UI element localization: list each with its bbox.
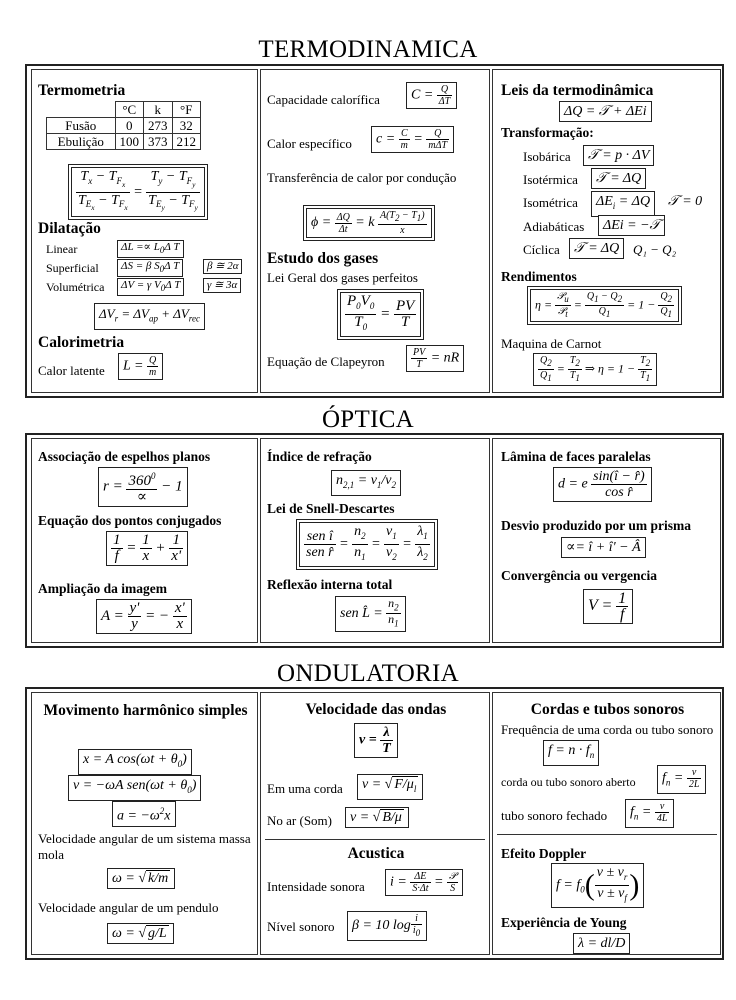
formula-linear: $\Delta L =\propto L_0\Delta$ T — [117, 240, 184, 258]
tubo-aberto-label: corda ou tubo sonoro aberto — [501, 775, 636, 789]
ciclica-label: Cíclica — [523, 242, 560, 257]
acustica-title: Acustica — [347, 845, 405, 862]
table-cell: 273 — [144, 118, 173, 134]
isobarica-label: Isobárica — [523, 149, 571, 164]
formula-primeira-lei: ΔQ = 𝒯 + ΔEi — [559, 101, 652, 122]
isometrica-label: Isométrica — [523, 195, 578, 210]
section-title-termodinamica: TERMODINAMICA — [258, 36, 478, 63]
formula-capacidade: C = $\frac{Q}{\Delta T}$ — [406, 82, 457, 109]
table-header: °F — [172, 102, 201, 118]
formula-refracao: $n_{2,1} = v_1/v_2$ — [331, 470, 401, 496]
isotermica-label: Isotérmica — [523, 172, 578, 187]
section-title-ondulatoria: ONDULATORIA — [277, 660, 459, 687]
formula-isobarica: 𝒯 = p · ΔV — [583, 145, 654, 166]
adiabaticas-label: Adiabáticas — [523, 219, 585, 234]
rendimentos-label: Rendimentos — [501, 269, 577, 284]
formula-vergencia: V = $\frac{1}{f}$ — [583, 589, 633, 624]
table-cell: 373 — [144, 134, 173, 150]
formula-especifico: c = $\frac{C}{m}$ = $\frac{Q}{\text{mΔT}}$ — [371, 126, 454, 153]
table-cell: 212 — [172, 134, 201, 150]
gases-title: Estudo dos gases — [267, 250, 379, 267]
dilatacao-linear-label: Linear — [46, 242, 78, 256]
ampliacao-label: Ampliação da imagem — [38, 581, 167, 596]
calorimetria-title: Calorimetria — [38, 334, 125, 351]
espelhos-label: Associação de espelhos planos — [38, 449, 211, 464]
termo-col3 — [492, 69, 721, 393]
dilatacao-superficial-label: Superficial — [46, 261, 99, 275]
refracao-label: Índice de refração — [267, 449, 372, 464]
formula-volumetrica: ΔV = γ $V_0\Delta$ T — [117, 278, 184, 296]
formula-lei-geral: $\frac{P_0V_0}{T_0}$ = $\frac{PV}{T}$ — [337, 289, 424, 340]
termometria-title: Termometria — [38, 82, 126, 99]
acustica-divider — [265, 839, 485, 840]
formula-espelhos: r = $\frac{360^0}{\propto}$ − 1 — [98, 467, 188, 507]
formula-ar: v = √ B/μ — [345, 807, 409, 828]
formula-mola: ω = √ k/m — [107, 868, 175, 889]
isometrica-extra: 𝒯 = 0 — [668, 194, 703, 209]
ondulatoria-col3 — [492, 692, 721, 955]
especifico-label: Calor específico — [267, 136, 352, 151]
formula-doppler: $f = f_0$( $\frac{v \pm v_r}{v \pm v_f}$ ) — [551, 863, 644, 908]
ondulatoria-col1 — [31, 692, 258, 955]
section-title-optica: ÓPTICA — [321, 406, 415, 433]
optica-col3 — [492, 438, 721, 643]
table-cell: Fusão — [47, 118, 116, 134]
formula-freq-corda: $f = n \cdot f_n$ — [543, 740, 599, 766]
ondulatoria-frame — [25, 687, 724, 960]
table-header-empty — [47, 102, 116, 118]
formula-intensidade: i = $\frac{\Delta E}{S\cdot\Delta t}$ = $\frac{\text{𝒫}}{S}$ — [385, 869, 463, 896]
table-cell: 32 — [172, 118, 201, 134]
capacidade-label: Capacidade calorífica — [267, 92, 380, 107]
optica-col2 — [260, 438, 490, 643]
formula-conjugados: $\frac{1}{f}$ = $\frac{1}{x}$ + $\frac{1}{x'}$ — [106, 531, 188, 566]
doppler-label: Efeito Doppler — [501, 846, 587, 861]
formula-young: λ = dl/D — [573, 933, 630, 954]
clapeyron-label: Equação de Clapeyron — [267, 354, 385, 369]
ondulatoria-col2 — [260, 692, 490, 955]
calor-latente-label: Calor latente — [38, 363, 105, 378]
leis-title: Leis da termodinâmica — [501, 82, 654, 99]
vel-angular-mola-label: Velocidade angular de um sistema massa mola — [38, 831, 251, 862]
convergencia-label: Convergência ou vergencia — [501, 568, 657, 583]
formula-adiabatica: ΔEi = −𝒯 — [598, 215, 665, 236]
termo-col1 — [31, 69, 258, 393]
conjugados-label: Equação dos pontos conjugados — [38, 513, 222, 528]
formula-reflexao: sen L̂ = $\frac{n_2}{n_1}$ — [335, 596, 406, 632]
vel-ondas-title: Velocidade das ondas — [305, 701, 447, 718]
vel-angular-pendulo-label: Velocidade angular de um pendulo — [38, 900, 219, 915]
nivel-label: Nível sonoro — [267, 919, 335, 934]
termo-frame — [25, 64, 724, 398]
optica-frame — [25, 433, 724, 648]
table-cell: 0 — [115, 118, 144, 134]
mhs-title: Movimento harmônico simples — [43, 702, 248, 719]
table-cell: 100 — [115, 134, 144, 150]
formula-desvio: ∝= î + î' − Â — [561, 537, 646, 558]
conversion-formula: $\frac{T_x - T_{F_x}}{T_{E_x} - T_{F_x}}$ = $\frac{T_y - T_{F_y}}{T_{E_y} - T_{F_y}}$ — [68, 164, 208, 220]
lamina-label: Lâmina de faces paralelas — [501, 449, 651, 464]
gamma-relation: γ ≅ 3α — [203, 278, 241, 293]
table-header: °C — [115, 102, 144, 118]
formula-dilatacao-real: $\Delta V_r = \Delta V_{ap} + \Delta V_{rec}$ — [94, 303, 205, 330]
formula-clapeyron: $\frac{PV}{T}$ = nR — [406, 345, 464, 372]
cordas-title: Cordas e tubos sonoros — [530, 701, 685, 718]
formula-tubo-aberto: $f_n$ = $\frac{v}{2L}$ — [657, 765, 706, 794]
formula-isometrica: $\Delta E_i = \Delta Q$ — [591, 191, 655, 217]
formula-mhs-x: x = A $\cos(\omega t + \theta_0)$ — [78, 749, 192, 775]
table-cell: Ebulição — [47, 134, 116, 150]
formula-rendimento: η = $\frac{\text{𝒫u}}{\text{𝒫t}}$ = $\frac{Q1 - Q2}{Q1}$ = 1 − $\frac{Q2}{Q1}$ — [527, 286, 682, 325]
formula-nivel: β = 10 log $\frac{i}{i0}$ — [347, 911, 427, 941]
formula-conducao: ϕ = $\frac{\Delta Q}{\Delta t}$ = k $\frac{A(T2 - T1)}{x}$ — [303, 205, 435, 241]
formula-ampliacao: A = $\frac{y'}{y}$ = − $\frac{x'}{x}$ — [96, 599, 192, 634]
transferencia-label: Transferência de calor por condução — [267, 170, 457, 185]
formula-carnot: $\frac{Q2}{Q1}$ = $\frac{T2}{T1}$ ⇒ η = 1 − $\frac{T2}{T1}$ — [533, 353, 657, 386]
termo-col2 — [260, 69, 490, 393]
reflexao-label: Reflexão interna total — [267, 577, 393, 592]
tubo-fechado-label: tubo sonoro fechado — [501, 808, 608, 823]
formula-tubo-fechado: $f_n$ = $\frac{v}{4L}$ — [625, 799, 674, 828]
snell-label: Lei de Snell-Descartes — [267, 501, 395, 516]
formula-ciclica: 𝒯 = ΔQ — [569, 238, 624, 259]
formula-lamina: d = e $\frac{\sin(î - r̂)}{\text{cos r̂}}$ — [553, 467, 652, 502]
beta-relation: β ≅ 2α — [203, 259, 242, 274]
table-header: k — [144, 102, 173, 118]
corda-label: Em uma corda — [267, 781, 343, 796]
formula-latente: L = $\frac{Q}{m}$ — [118, 353, 163, 380]
formula-pendulo: ω = √ g/L — [107, 923, 174, 944]
dilatacao-volumetrica-label: Volumétrica — [46, 280, 105, 294]
formula-corda: v = √ $F/\mu_l$ — [357, 774, 423, 800]
freq-corda-label: Frequência de uma corda ou tubo sonoro — [501, 722, 714, 737]
ciclica-extra: Q₁ − Q₂ — [633, 242, 677, 257]
dilatacao-title: Dilatação — [38, 220, 101, 237]
temperature-table — [46, 101, 201, 150]
formula-mhs-a: $a = -\omega^2x$ — [112, 801, 176, 827]
formula-superficial: ΔS = β $S_0\Delta$ T — [117, 259, 183, 277]
optica-col1 — [31, 438, 258, 643]
doppler-divider — [497, 834, 717, 835]
ar-label: No ar (Som) — [267, 813, 332, 828]
carnot-label: Maquina de Carnot — [501, 336, 602, 351]
intensidade-label: Intensidade sonora — [267, 879, 365, 894]
formula-snell: $\frac{\text{sen î}}{\text{sen r̂}}$ = $\frac{n_2}{n_1}$ = $\frac{v_1}{v_2}$ = $\frac{\lambda_1}{\lambda_2}$ — [296, 519, 438, 570]
lei-geral-label: Lei Geral dos gases perfeitos — [267, 270, 418, 285]
formula-vel-ondas: v = $\frac{\lambda}{T}$ — [354, 723, 398, 758]
young-label: Experiência de Young — [501, 915, 627, 930]
formula-isotermica: 𝒯 = ΔQ — [591, 168, 646, 189]
formula-mhs-v: v = −ωA $sen(\omega t + \theta_0)$ — [68, 775, 201, 801]
desvio-label: Desvio produzido por um prisma — [501, 518, 692, 533]
transformacao-label: Transformação: — [501, 125, 594, 140]
